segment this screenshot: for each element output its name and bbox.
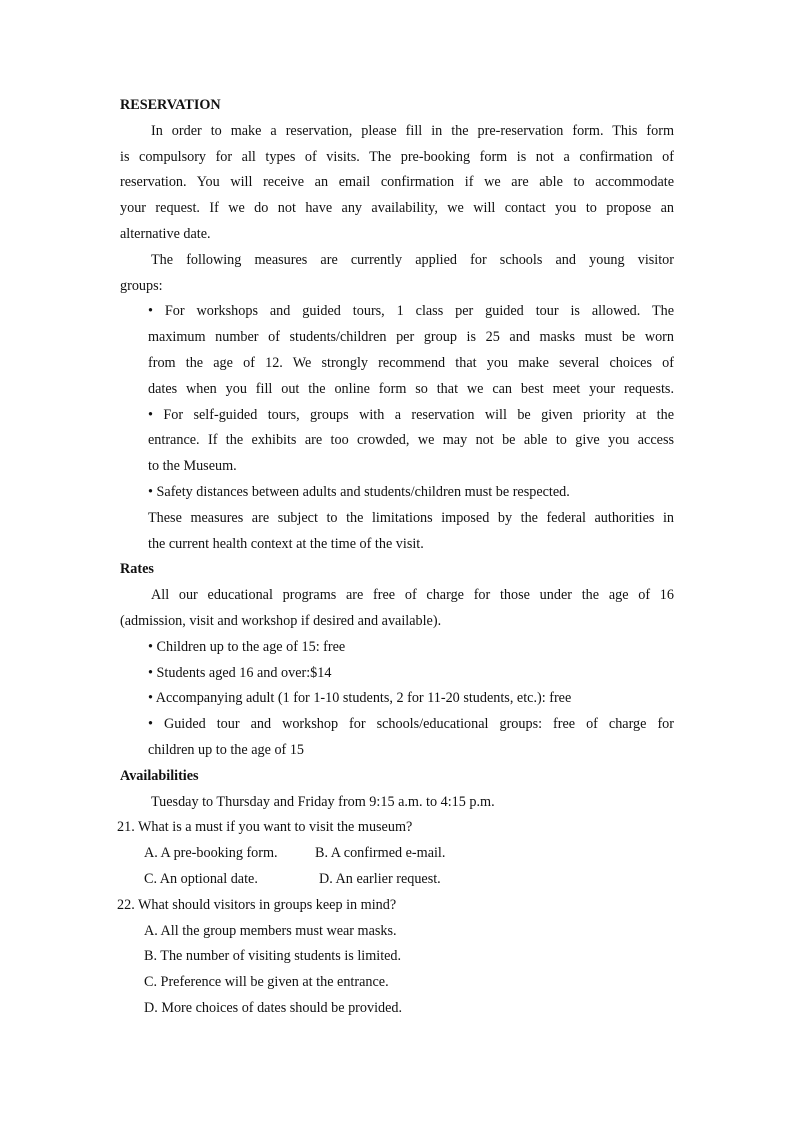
text-line: These measures are subject to the limitations imposed by the federal authorities in — [148, 509, 674, 526]
measures-intro-paragraph — [120, 248, 674, 300]
option-c: C. An optional date. — [144, 870, 258, 887]
section-heading-reservation: RESERVATION — [120, 97, 221, 113]
text-line: • Guided tour and workshop for schools/educational groups: free of charge for — [148, 716, 674, 733]
text-line: your request. If we do not have any availability, we will contact you to propose an — [120, 200, 674, 217]
rates-bullet-list — [120, 635, 674, 764]
section-heading-availabilities: Availabilities — [120, 767, 199, 784]
text-line: • For workshops and guided tours, 1 class per guided tour is allowed. The — [148, 303, 674, 320]
question-21 — [117, 815, 674, 892]
rate-item: • Accompanying adult (1 for 1-10 students, 2 for 11-20 students, etc.): free — [148, 690, 572, 707]
text-line: to the Museum. — [148, 458, 237, 475]
rate-item: • Children up to the age of 15: free — [148, 638, 346, 655]
question-22 — [117, 893, 674, 1022]
text-line: • For self-guided tours, groups with a reservation will be given priority at the — [148, 406, 674, 423]
option-a: A. All the group members must wear masks. — [144, 922, 397, 939]
measures-note — [148, 506, 674, 558]
option-d: D. An earlier request. — [319, 870, 441, 887]
text-line: dates when you fill out the online form so that we can best meet your requests. — [148, 380, 674, 397]
rate-item — [148, 712, 674, 764]
document-page — [117, 93, 674, 1022]
text-line: is compulsory for all types of visits. The pre-booking form is not a confirmation of — [120, 148, 674, 165]
availabilities-text: Tuesday to Thursday and Friday from 9:15 a.m. to 4:15 p.m. — [151, 793, 495, 810]
text-line: In order to make a reservation, please fill in the pre-reservation form. This form — [151, 122, 674, 139]
text-line: (admission, visit and workshop if desired and available). — [120, 612, 442, 629]
option-row — [120, 841, 674, 867]
text-line: groups: — [120, 277, 163, 294]
text-line: children up to the age of 15 — [148, 741, 305, 758]
question-stem: 21. What is a must if you want to visit the museum? — [117, 819, 413, 836]
section-heading-rates: Rates — [120, 561, 154, 578]
option-a: A. A pre-booking form. — [144, 845, 278, 862]
option-b: B. The number of visiting students is limited. — [144, 948, 402, 965]
text-line: the current health context at the time of the visit. — [148, 535, 424, 552]
measures-bullet-list — [120, 299, 674, 557]
text-line: maximum number of students/children per group is 25 and masks must be worn — [148, 329, 674, 346]
text-line: from the age of 12. We strongly recommend that you make several choices of — [148, 354, 674, 371]
text-line: entrance. If the exhibits are too crowded, we may not be able to give you access — [148, 432, 674, 449]
text-line: All our educational programs are free of charge for those under the age of 16 — [151, 587, 674, 604]
text-line: reservation. You will receive an email confirmation if we are able to accommodate — [120, 174, 674, 191]
text-line: alternative date. — [120, 225, 211, 242]
bullet-item-workshops — [148, 299, 674, 402]
rates-paragraph — [120, 583, 674, 635]
text-line: The following measures are currently applied for schools and young visitor — [151, 251, 674, 268]
option-d: D. More choices of dates should be provided. — [144, 999, 403, 1016]
question-stem: 22. What should visitors in groups keep in mind? — [117, 896, 397, 913]
option-b: B. A confirmed e-mail. — [315, 845, 446, 862]
option-row — [120, 867, 674, 893]
bullet-item-safety: • Safety distances between adults and students/children must be respected. — [148, 483, 570, 500]
option-c: C. Preference will be given at the entrance. — [144, 974, 389, 991]
rate-item: • Students aged 16 and over:$14 — [148, 664, 332, 681]
reservation-paragraph — [120, 119, 674, 248]
bullet-item-self-guided — [148, 403, 674, 480]
